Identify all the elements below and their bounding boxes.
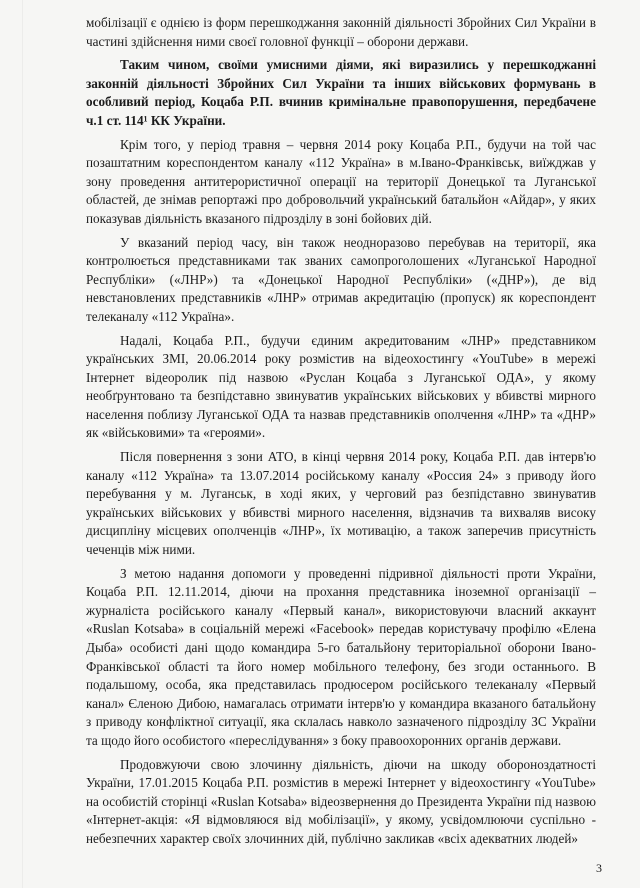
paragraph-3: Крім того, у період травня – червня 2014 року Коцаба Р.П., будучи на той час позаштатним кореспондентом каналу «112 Україна» в м.Івано-Франківськ, виїжджав у зону проведення антитерористичної операції на території Донецької та Луганської областей, де знімав репортажі про добровольчий український батальйон «Айдар», у яких показував діяльність вказаного підрозділу в зоні бойових дій. xyxy=(86,136,596,226)
paragraph-6: Після повернення з зони АТО, в кінці червня 2014 року, Коцаба Р.П. дав інтерв'ю каналу «112 Україна» та 13.07.2014 російському каналу «Россия 24» з приводу його перебування у м. Луганськ, в ході яких, у черговий раз безпідставно звинуватив українських військових у вбивстві мирного населення, відзначив та вихваляв високу дисципліну місцевих ополченців «ЛНР», їх мотивацію, а також заперечив присутність чеченців між ними. xyxy=(86,449,596,558)
paragraph-5: Надалі, Коцаба Р.П., будучи єдиним акредитованим «ЛНР» представником українських ЗМІ, 20.06.2014 року розмістив на відеохостингу «YouTube» в мережі Інтернет відеоролик під назвою «Руслан Коцаба з Луганської ОДА», у якому необґрунтовано та безпідставно звинуватив українських військових у вбивстві мирного населення поблизу Луганської ОДА та назвав представників ополчення «ЛНР» та «ДНР» як «військовими» та «героями». xyxy=(86,332,596,441)
paragraph-4: У вказаний період часу, він також неодноразово перебував на території, яка контролюється представниками так званих самопроголошених «Луганської Народної Республіки» («ЛНР») та «Донецької Народної Республіки» («ДНР»), де від невстановлених представників «ЛНР» отримав акредитацію (пропуск) як кореспондент телеканалу «112 Україна». xyxy=(86,234,596,324)
page-number: 3 xyxy=(596,861,602,875)
paragraph-7: З метою надання допомоги у проведенні підривної діяльності проти України, Коцаба Р.П. 12.11.2014, діючи на прохання представника іноземної організації – журналіста російського каналу «Первый канал», використовуючи власний аккаунт «Ruslan Kotsaba» в соціальній мережі «Facebook» передав користувачу профілю «Елена Дыба» особисті дані щодо командира 5-го батальйону територіальної оборони Івано-Франківської області та його номер мобільного телефону, без згоди останнього. В подальшому, особа, яка представилась продюсером російського телеканалу «Первый канал» Єленою Дибою, намагалась отримати інтерв'ю у командира вказаного батальйону з приводу конфліктної ситуації, яка склалась навколо зазначеного підрозділу ЗС України та щодо його особистого «переслідування» з боку правоохоронних органів держави. xyxy=(86,565,596,748)
paragraph-conclusion: Таким чином, своїми умисними діями, які виразились у перешкоджанні законній діяльності Збройних Сил України та інших військових формувань в особливий період, Коцаба Р.П. вчинив кримінальне правопорушення, передбачене ч.1 ст. 114¹ КК України. xyxy=(86,57,596,128)
page-margin xyxy=(22,0,23,888)
paragraph-8: Продовжуючи свою злочинну діяльність, діючи на шкоду обороноздатності України, 17.01.2015 Коцаба Р.П. розмістив в мережі Інтернет у відеохостингу «YouTube» на особистій сторінці «Ruslan Kotsaba» відеозвернення до Президента України під назвою «Інтернет-акція: «Я відмовляюся від мобілізації», у якому, усвідомлюючи суспільно - небезпечних характер своїх злочинних дій, публічно закликав «всіх адекватних людей» xyxy=(86,756,596,846)
paragraph-1: мобілізації є однією із форм перешкоджання законній діяльності Збройних Сил України в частині здійснення ними своєї головної функції – оборони держави. xyxy=(86,15,596,49)
